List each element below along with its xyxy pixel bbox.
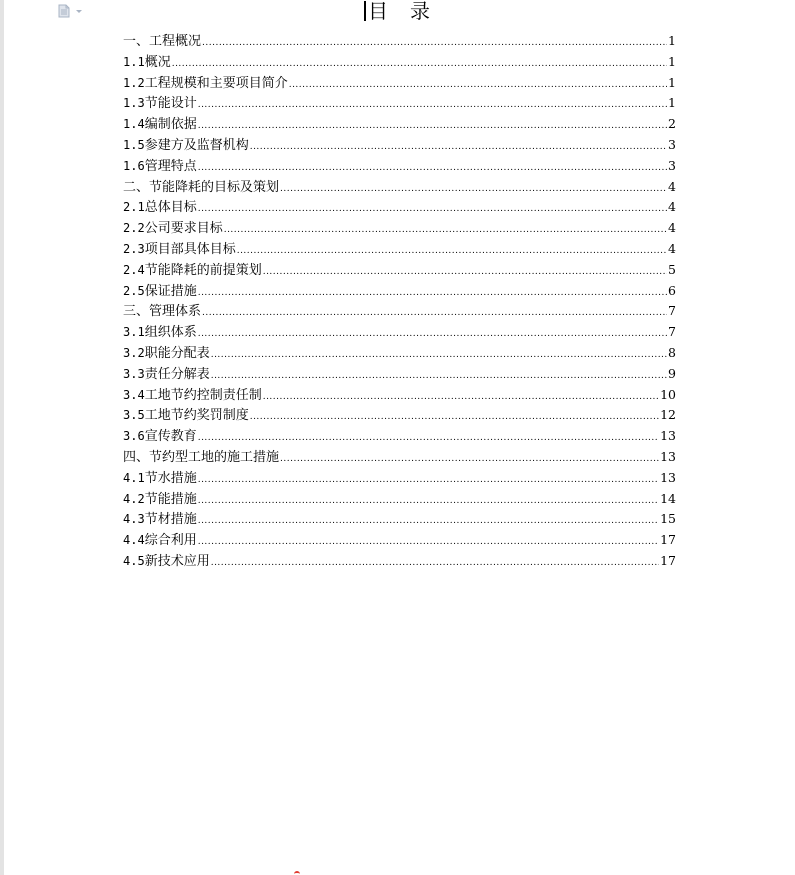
toc-entry[interactable] [123,551,676,572]
toc-entry[interactable] [123,509,676,530]
toc-entry-page-number: 13 [660,469,676,485]
table-of-contents [123,31,676,572]
text-cursor [364,1,366,21]
toc-entry-page-number: 6 [668,282,676,298]
toc-leader-dots [198,158,667,179]
toc-entry[interactable] [123,114,676,135]
toc-entry[interactable] [123,405,676,426]
toc-entry-page-number: 7 [668,324,676,340]
toc-leader-dots [280,179,667,200]
toc-entry[interactable] [123,197,676,218]
toc-entry-page-number: 4 [668,240,676,256]
toc-leader-dots [263,262,667,283]
toc-entry-page-number: 10 [660,386,676,402]
toc-entry[interactable] [123,239,676,260]
toc-entry-label: 保证措施 [144,283,197,299]
toc-entry[interactable] [123,426,676,447]
toc-entry[interactable] [123,447,676,468]
toc-leader-dots [202,33,667,54]
toc-title-text: 目 录 [368,0,431,23]
toc-entry-label: 参建方及监督机构 [144,137,249,153]
toc-entry-label: 概况 [144,54,171,70]
toc-entry-number: 2.5 [123,283,145,298]
toc-entry-label: 责任分解表 [144,366,210,382]
toc-entry-label: 组织体系 [144,325,197,341]
toc-entry-number: 3.4 [123,387,145,402]
toc-leader-dots [211,553,659,574]
toc-entry-label: 宣传教育 [144,429,197,445]
toc-entry-number: 1.2 [123,75,145,90]
toc-entry-label: 一、工程概况 [123,34,202,49]
toc-entry-number: 1.4 [123,117,145,132]
toc-entry-page-number: 7 [668,303,676,319]
toc-entry-label: 节能设计 [144,96,197,112]
toc-entry-page-number: 17 [660,532,676,548]
toc-entry-label: 工程规模和主要项目简介 [144,75,288,91]
toc-entry-page-number: 14 [660,490,676,506]
toc-entry[interactable] [123,135,676,156]
toc-entry-page-number: 9 [668,365,676,381]
toc-entry-page-number: 13 [660,428,676,444]
toc-entry[interactable] [123,93,676,114]
toc-entry-label: 四、节约型工地的施工措施 [123,449,280,465]
toc-entry-label: 工地节约奖罚制度 [144,408,249,424]
toc-entry-label: 总体目标 [144,200,197,216]
toc-leader-dots [198,199,667,220]
toc-leader-dots [250,407,659,428]
toc-leader-dots [263,387,659,408]
toc-entry[interactable] [123,489,676,510]
toc-entry-label: 综合利用 [144,533,197,549]
toc-entry-number: 4.1 [123,470,145,485]
toc-entry-number: 2.4 [123,262,145,277]
toc-entry-label: 工地节约控制责任制 [144,387,262,403]
toc-entry-page-number: 4 [668,199,676,215]
toc-entry-number: 2.3 [123,241,145,256]
toc-entry-number: 1.5 [123,137,145,152]
toc-entry[interactable] [123,218,676,239]
toc-entry-number: 1.1 [123,54,145,69]
toc-leader-dots [280,449,659,470]
toc-entry[interactable] [123,31,676,52]
toc-entry[interactable] [123,322,676,343]
toc-entry-number: 3.3 [123,366,145,381]
toc-leader-dots [211,366,667,387]
toc-entry-page-number: 1 [668,33,676,48]
toc-entry-page-number: 4 [668,178,676,194]
toc-entry-label: 三、管理体系 [123,304,202,320]
toc-entry-number: 4.3 [123,512,145,527]
toc-entry-page-number: 3 [668,136,676,152]
toc-entry-page-number: 13 [660,448,676,464]
toc-leader-dots [224,220,667,241]
toc-leader-dots [237,241,667,262]
toc-entry[interactable] [123,385,676,406]
toc-leader-dots [172,54,667,75]
toc-entry-page-number: 12 [660,407,676,423]
toc-entry-page-number: 4 [668,220,676,236]
toc-entry[interactable] [123,301,676,322]
toc-entry-label: 管理特点 [144,158,197,174]
toc-entry-number: 2.1 [123,200,145,215]
toc-entry-page-number: 1 [668,53,676,69]
toc-leader-dots [250,137,667,158]
toc-leader-dots [198,95,667,116]
toc-entry[interactable] [123,260,676,281]
toc-leader-dots [198,283,667,304]
toc-entry-number: 2.2 [123,221,145,236]
toc-entry-page-number: 3 [668,157,676,173]
toc-entry[interactable] [123,530,676,551]
toc-entry-page-number: 15 [660,511,676,527]
toc-entry[interactable] [123,177,676,198]
toc-leader-dots [198,491,659,512]
red-marker [294,871,300,875]
toc-leader-dots [198,511,659,532]
toc-leader-dots [198,470,659,491]
toc-entry-number: 4.4 [123,533,145,548]
toc-entry-page-number: 5 [668,261,676,277]
toc-entry-label: 项目部具体目标 [144,241,236,257]
toc-entry-label: 节能措施 [144,491,197,507]
toc-entry[interactable] [123,156,676,177]
toc-entry-label: 节材措施 [144,512,197,528]
toc-entry-label: 节能降耗的前提策划 [144,262,262,278]
toc-entry-page-number: 1 [668,95,676,111]
toc-entry-page-number: 2 [668,116,676,132]
toc-entry-number: 4.2 [123,491,145,506]
toc-leader-dots [198,428,659,449]
toc-entry-page-number: 1 [668,74,676,90]
toc-leader-dots [198,116,667,137]
toc-leader-dots [198,324,667,345]
toc-entry-number: 1.6 [123,158,145,173]
toc-entry-label: 编制依据 [144,117,197,133]
toc-entry-number: 3.5 [123,408,145,423]
toc-leader-dots [198,532,659,553]
toc-entry[interactable] [123,343,676,364]
toc-leader-dots [211,345,667,366]
toc-title [0,0,795,22]
toc-entry-label: 职能分配表 [144,345,210,361]
toc-entry-number: 3.2 [123,345,145,360]
toc-entry[interactable] [123,52,676,73]
toc-entry-number: 1.3 [123,96,145,111]
toc-entry-page-number: 8 [668,344,676,360]
toc-entry-label: 节水措施 [144,470,197,486]
toc-entry-number: 4.5 [123,553,145,568]
toc-entry-number: 3.6 [123,429,145,444]
toc-entry[interactable] [123,468,676,489]
left-margin-strip [0,0,4,875]
toc-leader-dots [202,303,667,324]
toc-entry-page-number: 17 [660,552,676,568]
toc-entry[interactable] [123,73,676,94]
toc-entry-number: 3.1 [123,325,145,340]
toc-entry[interactable] [123,281,676,302]
toc-entry-label: 公司要求目标 [144,221,223,237]
toc-leader-dots [289,75,667,96]
toc-entry-label: 二、节能降耗的目标及策划 [123,179,280,195]
toc-entry[interactable] [123,364,676,385]
toc-entry-label: 新技术应用 [144,553,210,569]
